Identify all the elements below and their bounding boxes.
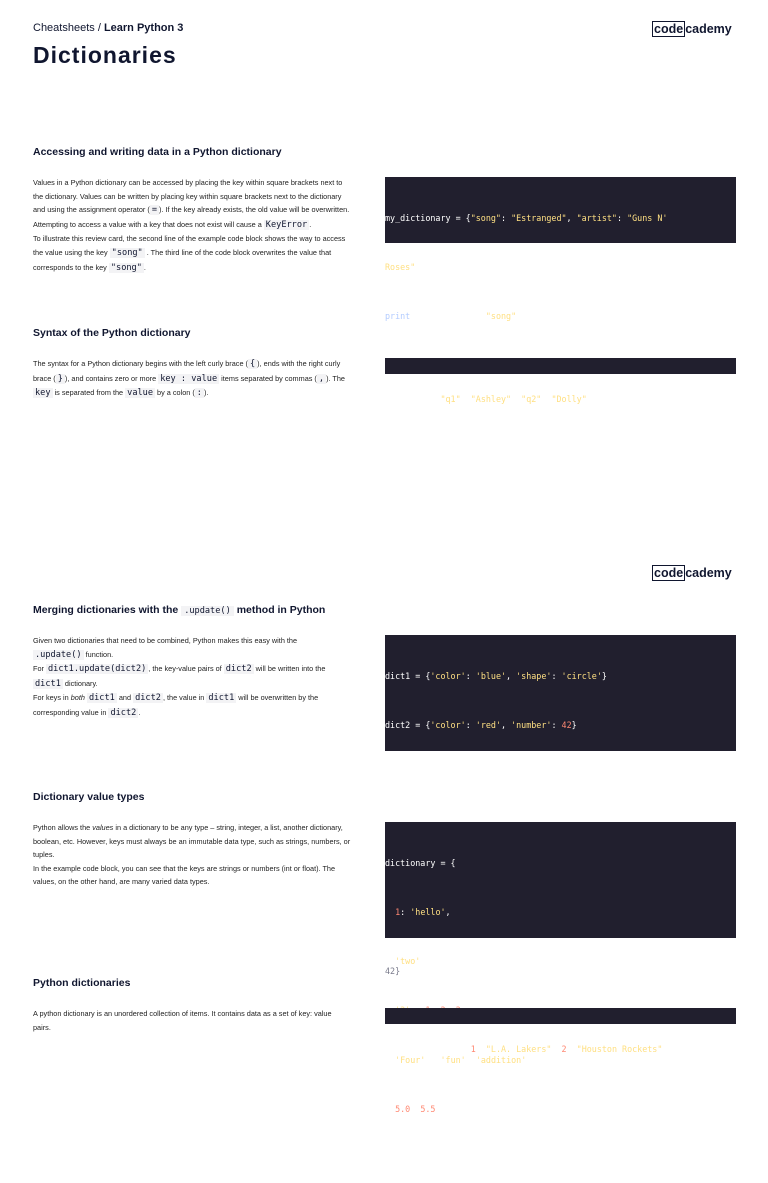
breadcrumb-separator: / — [94, 22, 104, 34]
code-line: dictionary = { — [385, 857, 456, 868]
code-line: } — [385, 1153, 391, 1164]
section-text-syntax: The syntax for a Python dictionary begins with the left curly brace ( { ), ends with the right curly brace ( } ), and contains zero or more key : value items separated by commas ( , ). The key is separated from the value by a colon ( : ). — [33, 359, 345, 399]
breadcrumb-cheatsheets-link[interactable]: Cheatsheets — [33, 22, 95, 34]
code-line: my_dictionary = {1: "L.A. Lakers", 2: "Houston Rockets"} — [385, 1043, 668, 1054]
section-heading-syntax: Syntax of the Python dictionary — [33, 327, 191, 339]
inline-code: { — [249, 359, 256, 369]
code-block-python-dictionaries[interactable] — [385, 1008, 736, 1054]
code-line: roaster = {"q1": "Ashley", "q2": "Dolly"} — [385, 393, 592, 404]
inline-code: dict1 — [35, 678, 61, 689]
page-title: Dictionaries — [33, 42, 177, 68]
inline-code: dict1 — [208, 693, 235, 704]
inline-code: value — [127, 388, 154, 399]
logo-boxed-text: code — [654, 22, 684, 36]
section-heading-python-dictionaries: Python dictionaries — [33, 977, 131, 989]
breadcrumb — [33, 22, 183, 34]
code-line: 'Four': {'fun': 'addition'}, — [395, 1054, 537, 1065]
inline-code: "song" — [110, 262, 142, 273]
inline-code: .update() — [35, 649, 82, 660]
section-heading-accessing: Accessing and writing data in a Python dictionary — [33, 146, 282, 158]
section-heading-value-types: Dictionary value types — [33, 791, 145, 803]
inline-code: dict1 — [88, 693, 115, 704]
breadcrumb-current[interactable]: Learn Python 3 — [103, 22, 184, 34]
inline-code: = — [151, 205, 158, 216]
code-line: 'two': True, — [395, 956, 456, 967]
logo-boxed-text: code — [654, 566, 684, 580]
section-text-accessing: Values in a Python dictionary can be accessed by placing the key within square brackets next to the dictionary. Values can be written by placing key within square brackets next to the dictionary and using the assignment operator ( = ). If the key already exists, the old value will be overwritten. Attempting to access a value with a key that does not exist will cause a KeyError . To illustrate this review card, the second line of the example code block shows the way to access the value using the key "song" . The third line of the code block overwrites the value that corresponds to the key "song" . — [33, 178, 350, 273]
code-line: dict1 = {'color': 'blue', 'shape': 'circle'} — [385, 670, 607, 681]
code-line: my_dictionary = {"song": "Estranged", "artist": "Guns N' — [385, 212, 668, 223]
inline-code: "song" — [111, 247, 143, 258]
inline-code: , — [318, 373, 325, 384]
inline-code: key — [35, 388, 51, 399]
code-block-accessing[interactable] — [385, 177, 736, 322]
section-text-value-types: Python allows the values in a dictionary to be any type – string, integer, a list, another dictionary, boolean, etc. However, keys must always be an immutable data type, such as strings, numbers, or tuples. In the example code block, you can see that the keys are strings or numbers (int or float). The values, on the other hand, are many varied data types. — [33, 823, 351, 887]
inline-code: : — [196, 388, 202, 399]
codecademy-logo-2[interactable] — [652, 566, 732, 580]
code-line: 5.0: 5.5 — [395, 1103, 436, 1114]
code-line: 42} — [385, 966, 401, 977]
inline-code: } — [57, 373, 63, 384]
logo-text: cademy — [685, 22, 732, 36]
codecademy-logo[interactable] — [652, 22, 732, 36]
inline-code: dict1.update(dict2) — [47, 664, 147, 675]
inline-code: KeyError — [265, 219, 308, 230]
code-line: 1: 'hello', — [395, 907, 451, 918]
section-heading-update: Merging dictionaries with the .update() method in Python — [33, 604, 326, 616]
code-block-syntax[interactable] — [385, 358, 736, 404]
code-line: dict2 = {'color': 'red', 'number': 42} — [385, 720, 577, 731]
code-line: print(my_dictionary["song"]) — [385, 311, 527, 322]
inline-code: .update() — [181, 606, 234, 616]
inline-code: key : value — [160, 373, 218, 384]
section-text-python-dictionaries: A python dictionary is an unordered collection of items. It contains data as a set of key: value pairs. — [33, 1009, 332, 1032]
inline-code: dict2 — [110, 707, 137, 718]
section-text-update: Given two dictionaries that need to be combined, Python makes this easy with the .update() function. For dict1.update(dict2) , the key-value pairs of dict2 will be written into the dict1 dictionary. For keys in both dict1 and dict2 , the value in dict1 will be overwritten by the corresponding value in dict2 . — [33, 636, 326, 718]
inline-code: dict2 — [225, 664, 252, 675]
code-line: Roses"} — [385, 262, 421, 273]
inline-code: dict2 — [135, 693, 161, 704]
logo-text: cademy — [685, 566, 732, 580]
code-line — [385, 766, 736, 782]
